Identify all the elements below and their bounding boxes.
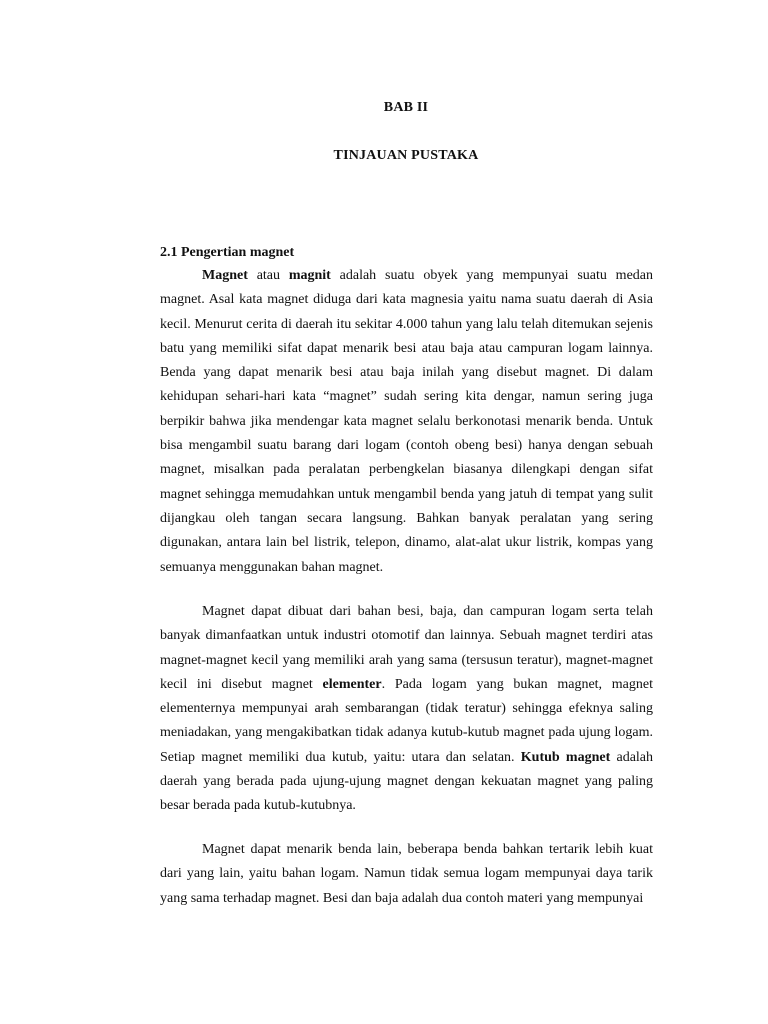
section-heading: 2.1 Pengertian magnet [160,245,295,260]
paragraph-text: . Pada logam yang bukan magnet, magnet elementernya mempunyai arah sembarangan (tidak teratur) sehingga efeknya saling meniadakan, yang mengakibatkan tidak adanya kutub-kutub magnet pada ujung logam. Setiap magnet memiliki dua kutub, yaitu: utara dan selatan. [160,676,653,765]
term-magnit: magnit [288,268,331,283]
paragraph-magnet-structure [160,600,653,819]
term-magnet: Magnet [202,268,248,283]
paragraph-text: adalah daerah yang berada pada ujung-ujung magnet dengan kekuatan magnet yang paling besar berada pada kutub-kutubnya. [160,749,654,814]
term-kutub-magnet: Kutub magnet [520,749,611,765]
paragraph-text: atau [247,268,289,283]
paragraph-text: adalah suatu obyek yang mempunyai suatu medan magnet. Asal kata magnet diduga dari kata magnesia yaitu nama suatu daerah di Asia kecil. Menurut cerita di daerah itu sekitar 4.000 tahun yang lalu telah ditemukan sejenis batu yang memiliki sifat dapat menarik besi atau baja atau campuran logam lainnya. Benda yang dapat menarik besi atau baja inilah yang disebut magnet. Di dalam kehidupan sehari-hari kata “magnet” sudah sering kita dengar, namun sering juga berpikir bahwa jika mendengar kata magnet selalu berkonotasi menarik benda. Untuk bisa mengambil suatu barang dari logam (contoh obeng besi) hanya dengan sebuah magnet, misalkan pada peralatan perbengkelan biasanya dilengkapi dengan sifat magnet sehingga memudahkan untuk mengambil benda yang jatuh di tempat yang sulit dijangkau oleh tangan secara langsung. Bahkan banyak peralatan yang sering digunakan, antara lain bel listrik, telepon, dinamo, alat-alat ukur listrik, kompas yang semuanya menggunakan bahan magnet. [160,268,653,575]
paragraph-magnet-definition [160,264,653,580]
paragraph-text: Magnet dapat dibuat dari bahan besi, baja, dan campuran logam serta telah banyak dimanfaatkan untuk industri otomotif dan lainnya. Sebuah magnet terdiri atas magnet-magnet kecil yang memiliki arah yang sama (tersusun teratur), magnet-magnet kecil ini disebut magnet [160,604,653,692]
chapter-title: TINJAUAN PUSTAKA [333,148,479,163]
paragraph-text: Magnet dapat menarik benda lain, beberapa benda bahkan tertarik lebih kuat dari yang lain, yaitu bahan logam. Namun tidak semua logam mempunyai daya tarik yang sama terhadap magnet. Besi dan baja adalah dua contoh materi yang mempunyai [160,842,653,906]
paragraph-magnet-attraction [160,838,653,911]
chapter-number: BAB II [383,100,429,115]
term-elementer: elementer [322,676,382,692]
